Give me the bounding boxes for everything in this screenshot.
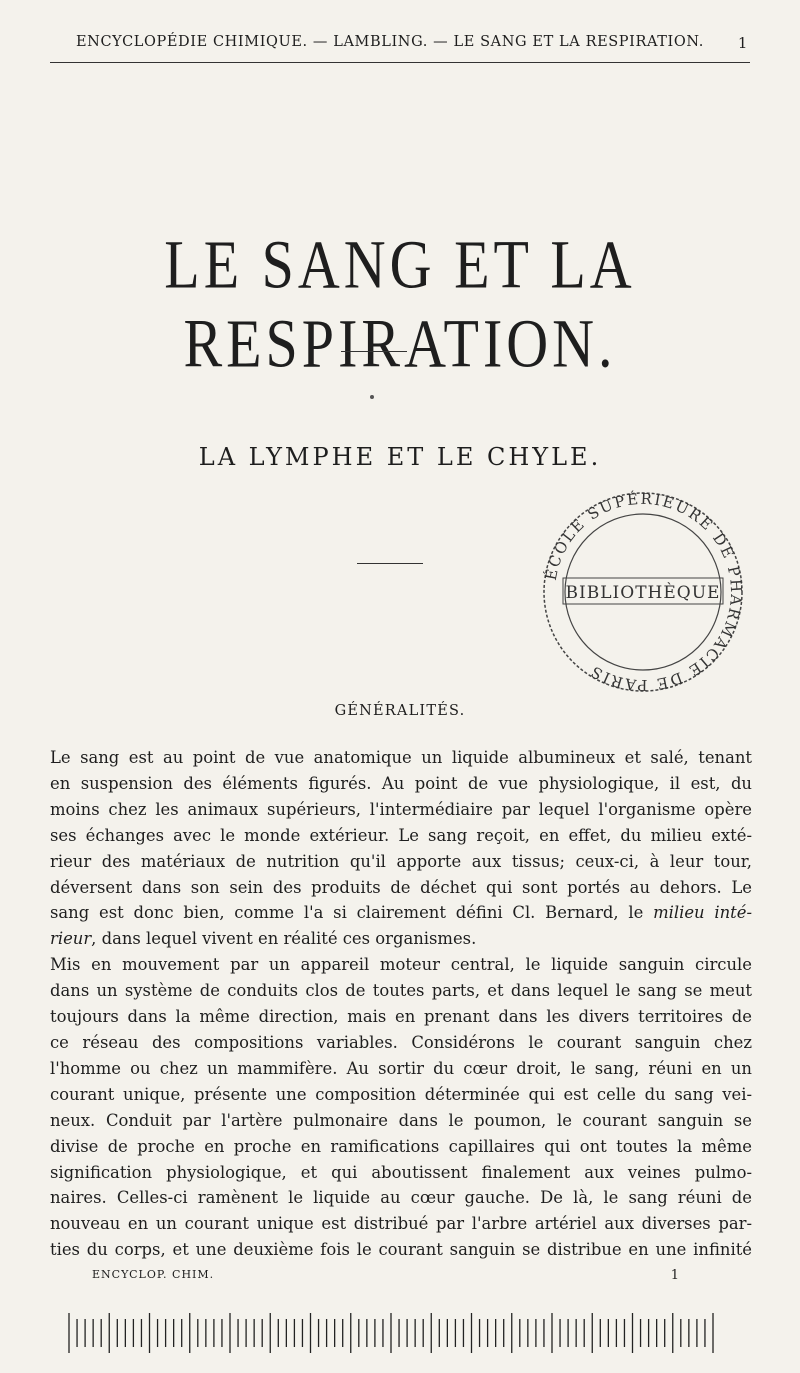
subtitle: LA LYMPHE ET LE CHYLE. [198, 443, 602, 471]
running-header [50, 30, 750, 58]
stamp-ring-text: ÉCOLE SUPÉRIEURE DE PHARMACIE DE PARIS [541, 490, 746, 695]
text-line: courant unique, présente une composition déterminée qui est celle du sang vei- [50, 1084, 752, 1104]
signature-mark: ENCYCLOP. CHIM. [92, 1268, 215, 1281]
text-line: rieur des matériaux de nutrition qu'il apporte aux tissus; ceux-ci, à leur tour, [50, 851, 752, 871]
text-line: moins chez les animaux supérieurs, l'intermédiaire par lequel l'organisme opère [50, 799, 752, 819]
subtitle-rule [357, 563, 423, 564]
section-title: GÉNÉRALITÉS. [334, 703, 466, 719]
text-line: ce réseau des compositions variables. Considérons le courant sanguin chez [50, 1032, 752, 1052]
text-line: ties du corps, et une deuxième fois le courant sanguin se distribue en une infinité [50, 1240, 752, 1260]
text-line: l'homme ou chez un mammifère. Au sortir du cœur droit, le sang, réuni en un [50, 1058, 752, 1078]
text-line: Mis en mouvement par un appareil moteur central, le liquide sanguin circule [50, 955, 752, 975]
text-line: naires. Celles-ci ramènent le liquide au cœur gauche. De là, le sang réuni de [50, 1188, 752, 1208]
sheet-number: 1 [670, 1268, 680, 1283]
text-line: neux. Conduit par l'artère pulmonaire dans le poumon, le courant sanguin se [50, 1110, 752, 1130]
main-title: LE SANG ET LA RESPIRATION. [164, 226, 636, 382]
running-title: ENCYCLOPÉDIE CHIMIQUE. — LAMBLING. — LE SANG ET LA RESPIRATION. [76, 34, 704, 50]
library-stamp [538, 490, 748, 695]
title-rule [341, 351, 407, 352]
text-line: nouveau en un courant unique est distribué par l'arbre artériel aux diverses par- [50, 1214, 752, 1234]
paragraph-1 [50, 745, 752, 952]
text-line: dans un système de conduits clos de toutes parts, et dans lequel le sang se meut [50, 981, 752, 1001]
measurement-scale [68, 1313, 714, 1353]
text-line: divise de proche en proche en ramifications capillaires qui ont toutes la même [50, 1136, 752, 1156]
stamp-center-text: BIBLIOTHÈQUE [565, 583, 721, 603]
header-rule [50, 62, 750, 63]
text-line: déversent dans son sein des produits de déchet qui sont portés au dehors. Le [50, 877, 752, 897]
text-line: signification physiologique, et qui aboutissent finalement aux veines pulmo- [50, 1162, 752, 1182]
body-text [50, 745, 752, 1263]
text-line: Le sang est au point de vue anatomique un liquide albumineux et salé, tenant [50, 748, 752, 767]
paragraph-2 [50, 952, 752, 1263]
text-line: en suspension des éléments figurés. Au point de vue physiologique, il est, du [50, 773, 752, 793]
text-line: toujours dans la même direction, mais en prenant dans les divers territoires de [50, 1007, 752, 1027]
text-line: ses échanges avec le monde extérieur. Le sang reçoit, en effet, du milieu exté- [50, 825, 752, 845]
text-line: rieur, dans lequel vivent en réalité ces organismes. [50, 929, 477, 949]
dot-ornament [370, 395, 374, 399]
page-number: 1 [737, 34, 748, 52]
text-line: sang est donc bien, comme l'a si clairement défini Cl. Bernard, le milieu inté- [50, 903, 752, 923]
